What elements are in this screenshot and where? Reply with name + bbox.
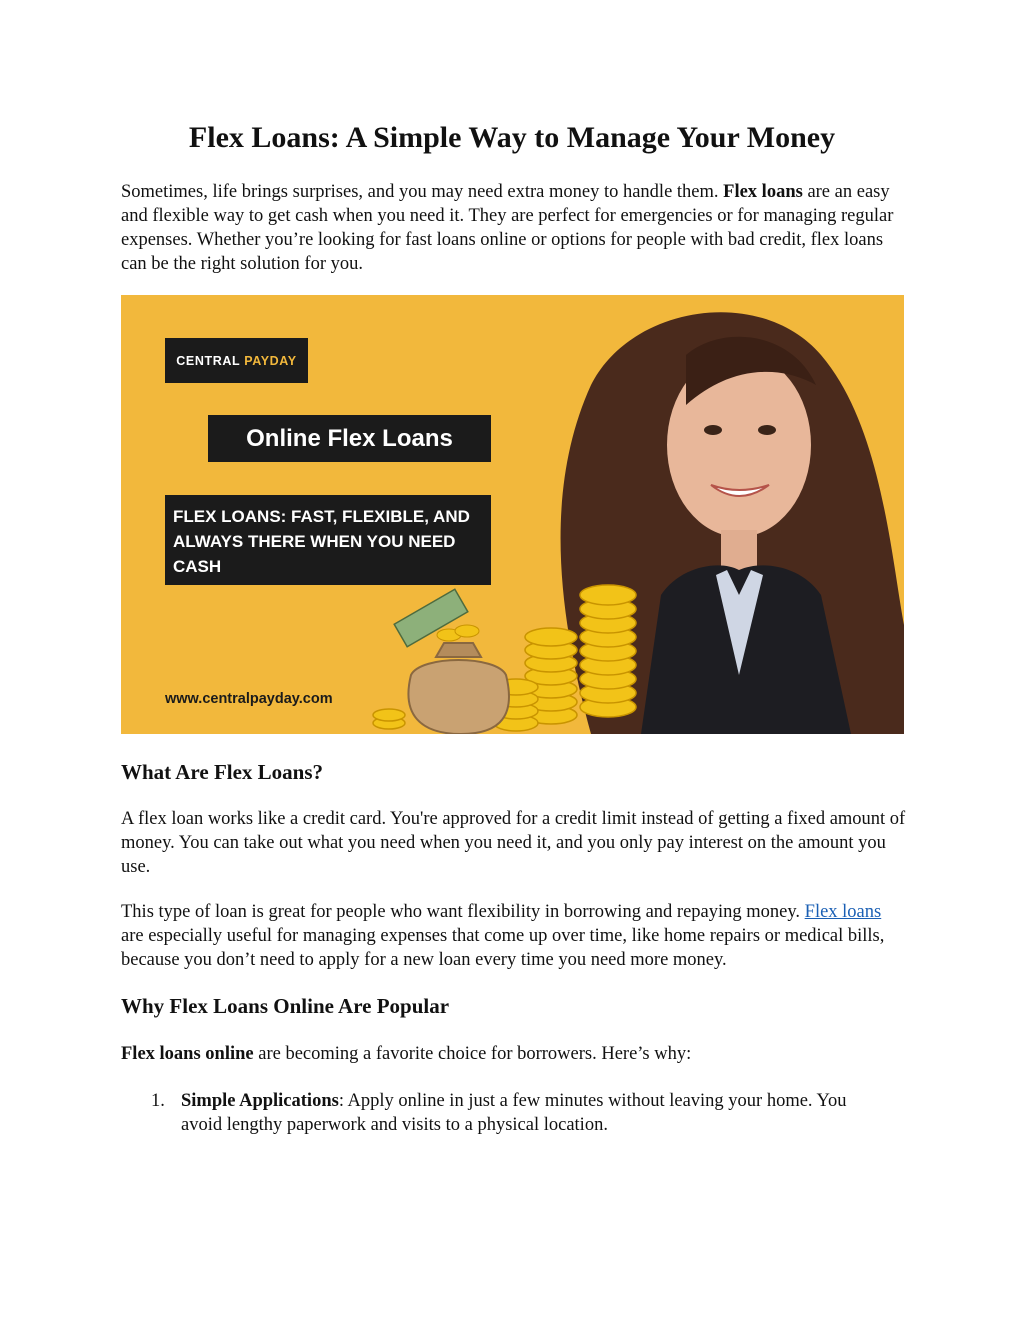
logo-payday-text: PAYDAY	[244, 353, 297, 368]
intro-paragraph	[121, 180, 906, 276]
intro-bold-term: Flex loans	[723, 182, 803, 202]
central-payday-logo	[165, 338, 308, 383]
list-item-number: 1.	[151, 1091, 165, 1111]
section2-intro-rest: are becoming a favorite choice for borrowers. Here’s why:	[253, 1044, 692, 1064]
banner-headline: Online Flex Loans	[208, 415, 491, 462]
section2-intro	[121, 1042, 906, 1066]
p2-text-end: are especially useful for managing expenses that come up over time, like home repairs or medical bills, because you don’t need to apply for a new loan every time you need more money.	[121, 926, 885, 970]
intro-text-end: are an easy and flexible way to get cash when you need it. They are perfect for emergencies or for managing regular expenses. Whether you’re looking for fast loans online or options for people with bad credit, flex loans can be the right solution for you.	[121, 182, 894, 274]
intro-text-start: Sometimes, life brings surprises, and you may need extra money to handle them.	[121, 182, 724, 202]
page-title: Flex Loans: A Simple Way to Manage Your Money	[188, 121, 836, 154]
banner-website: www.centralpayday.com	[165, 691, 333, 707]
banner-tagline: FLEX LOANS: FAST, FLEXIBLE, AND ALWAYS THERE WHEN YOU NEED CASH	[165, 495, 491, 585]
promo-banner-image	[121, 295, 904, 734]
section1-paragraph-1: A flex loan works like a credit card. You're approved for a credit limit instead of getting a fixed amount of money. You can take out what you need when you need it, and you only pay interest on the amount you use.	[121, 809, 906, 877]
logo-central-text: CENTRAL	[176, 353, 241, 368]
list-item-text: : Apply online in just a few minutes without leaving your home. You avoid lengthy paperwork and visits to a physical location.	[181, 1091, 847, 1135]
flex-loans-link[interactable]: Flex loans	[804, 902, 882, 922]
list-item-bold: Simple Applications	[181, 1091, 339, 1111]
p2-text-start: This type of loan is great for people who want flexibility in borrowing and repaying money.	[121, 902, 805, 922]
section-heading-why-popular: Why Flex Loans Online Are Popular	[121, 994, 450, 1018]
money-bag	[394, 589, 509, 734]
section-heading-what-are: What Are Flex Loans?	[121, 760, 324, 784]
section1-paragraph-2	[121, 900, 906, 972]
section2-intro-bold: Flex loans online	[121, 1044, 254, 1064]
